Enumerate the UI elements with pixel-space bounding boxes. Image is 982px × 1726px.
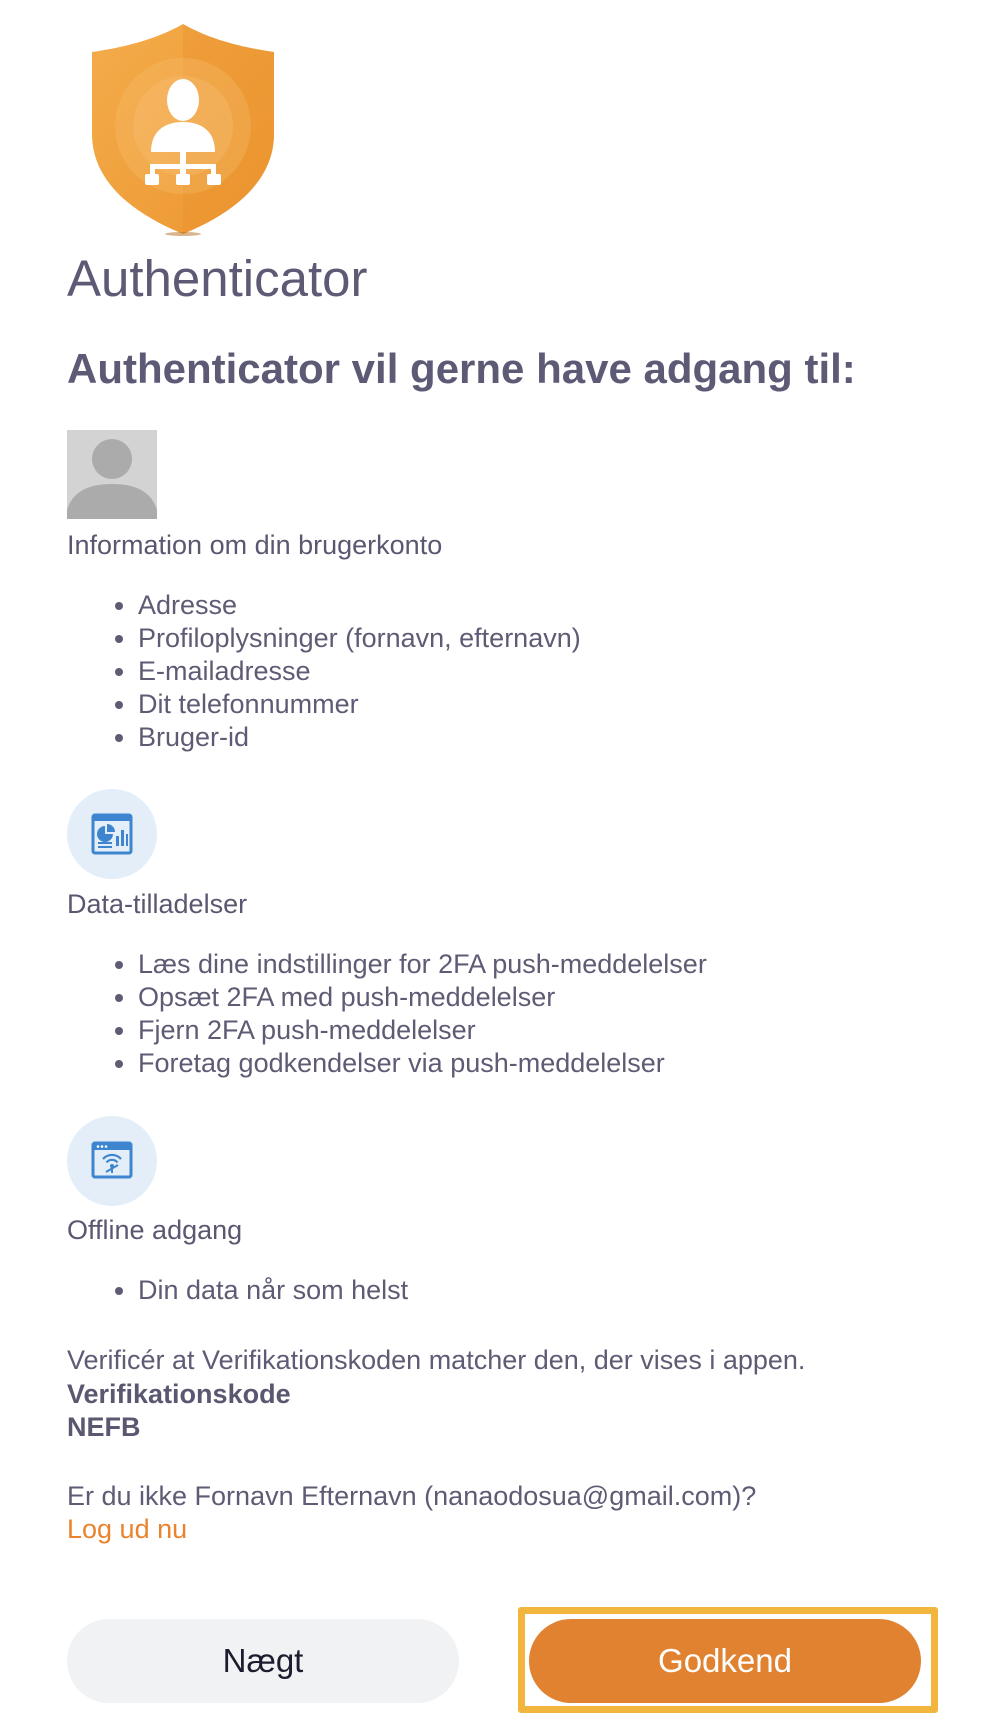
not-you-text: Er du ikke Fornavn Efternavn (nanaodosua@gmail.com)? bbox=[67, 1481, 757, 1511]
offline-permission-list bbox=[67, 1274, 408, 1307]
offline-access-icon bbox=[67, 1116, 157, 1206]
list-item: • Bruger-id bbox=[138, 721, 581, 754]
list-item: • Foretag godkendelser via push-meddelelser bbox=[138, 1047, 707, 1080]
deny-button[interactable]: Nægt bbox=[67, 1619, 459, 1703]
list-item: • Adresse bbox=[138, 589, 581, 622]
verification-instruction: Verificér at Verifikationskoden matcher den, der vises i appen. bbox=[67, 1345, 806, 1375]
list-item: • Fjern 2FA push-meddelelser bbox=[138, 1014, 707, 1047]
shield-user-network-icon bbox=[90, 22, 276, 236]
verification-code-label: Verifikationskode bbox=[67, 1379, 291, 1409]
list-item: • Dit telefonnummer bbox=[138, 688, 581, 721]
account-permission-list bbox=[67, 589, 581, 754]
app-name: Authenticator bbox=[67, 250, 368, 307]
approve-button[interactable]: Godkend bbox=[529, 1619, 921, 1703]
list-item: • Læs dine indstillinger for 2FA push-meddelelser bbox=[138, 948, 707, 981]
section-title-offline-access: Offline adgang bbox=[67, 1215, 243, 1245]
verification-code: NEFB bbox=[67, 1412, 141, 1442]
list-item: • Opsæt 2FA med push-meddelelser bbox=[138, 981, 707, 1014]
data-chart-icon bbox=[67, 789, 157, 879]
list-item: • E-mailadresse bbox=[138, 655, 581, 688]
logout-link[interactable]: Log ud nu bbox=[67, 1514, 188, 1544]
section-title-account: Information om din brugerkonto bbox=[67, 530, 443, 560]
list-item: • Din data når som helst bbox=[138, 1274, 408, 1307]
list-item: • Profiloplysninger (fornavn, efternavn) bbox=[138, 622, 581, 655]
user-avatar-icon bbox=[67, 430, 157, 519]
consent-heading: Authenticator vil gerne have adgang til: bbox=[67, 345, 856, 392]
data-permission-list bbox=[67, 948, 707, 1080]
section-title-data-permissions: Data-tilladelser bbox=[67, 889, 248, 919]
